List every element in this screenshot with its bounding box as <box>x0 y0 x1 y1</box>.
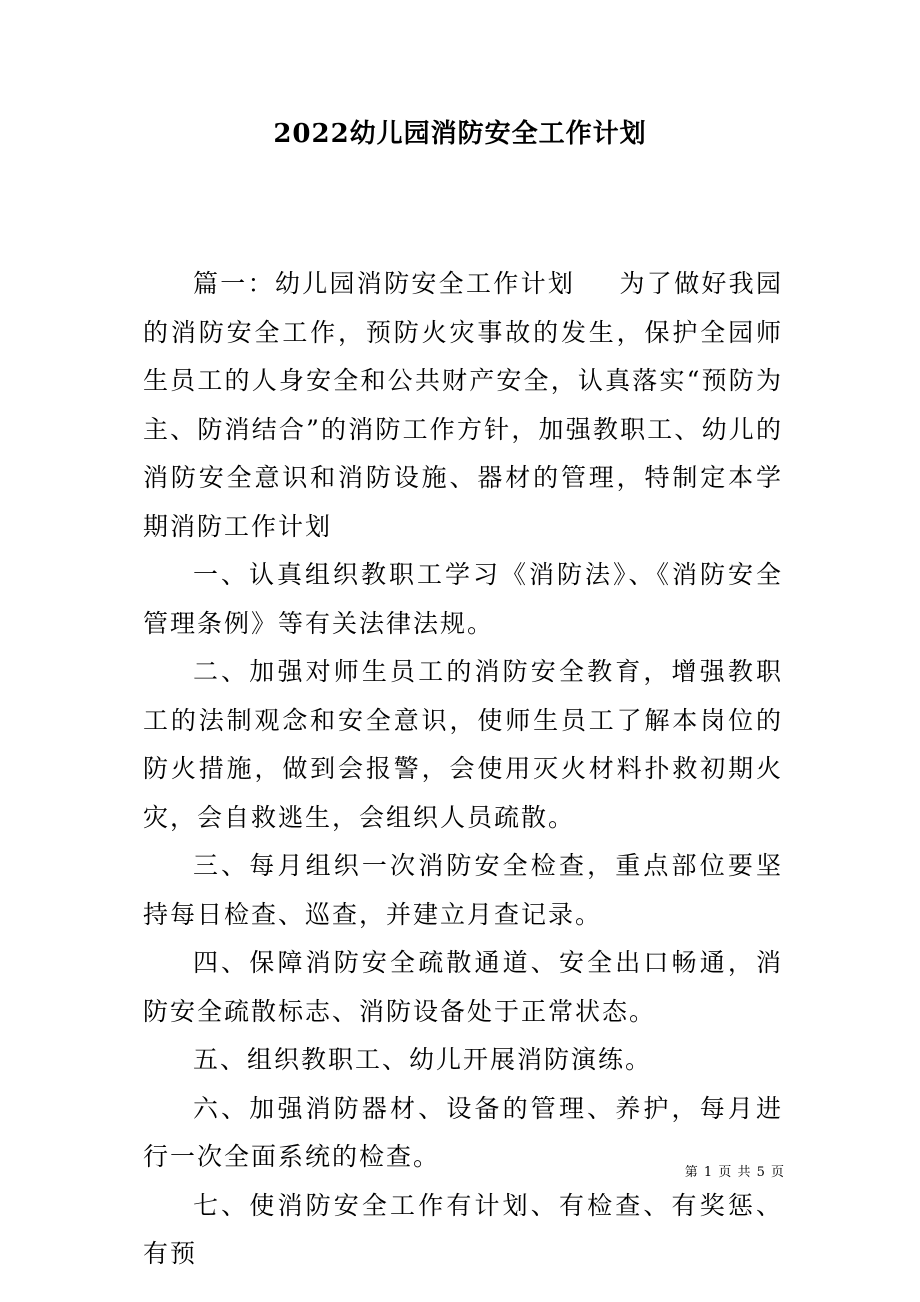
paragraph-2: 二、加强对师生员工的消防安全教育，增强教职工的法制观念和安全意识，使师生员工了解本岗位的防火措施，做到会报警，会使用灭火材料扑救初期火灾，会自救逃生，会组织人员疏散。 <box>143 657 783 832</box>
intro-heading: 篇一：幼儿园消防安全工作计划 <box>193 269 576 298</box>
paragraph-4: 四、保障消防安全疏散通道、安全出口畅通，消防安全疏散标志、消防设备处于正常状态。 <box>143 948 783 1026</box>
paragraph-1: 一、认真组织教职工学习《消防法》、《消防安全管理条例》等有关法律法规。 <box>143 560 783 638</box>
paragraph-6: 六、加强消防器材、设备的管理、养护，每月进行一次全面系统的检查。 <box>143 1093 783 1171</box>
document-title: 2022幼儿园消防安全工作计划 <box>273 119 647 149</box>
intro-text: 为了做好我园的消防安全工作，预防火灾事故的发生，保护全园师生员工的人身安全和公共财产安全，认真落实“预防为主、防消结合”的消防工作方针，加强教职工、幼儿的消防安全意识和消防设施、器材的管理，特制定本学期消防工作计划 <box>143 269 783 541</box>
paragraph-7: 七、使消防安全工作有计划、有检查、有奖惩、有预 <box>143 1190 783 1268</box>
paragraph-5: 五、组织教职工、幼儿开展消防演练。 <box>193 1045 653 1074</box>
paragraph-3: 三、每月组织一次消防安全检查，重点部位要坚持每日检查、巡查，并建立月查记录。 <box>143 851 783 929</box>
intro-paragraph <box>143 260 783 551</box>
page-number: 第 1 页 共 5 页 <box>684 1165 785 1180</box>
document-body <box>143 260 783 1279</box>
